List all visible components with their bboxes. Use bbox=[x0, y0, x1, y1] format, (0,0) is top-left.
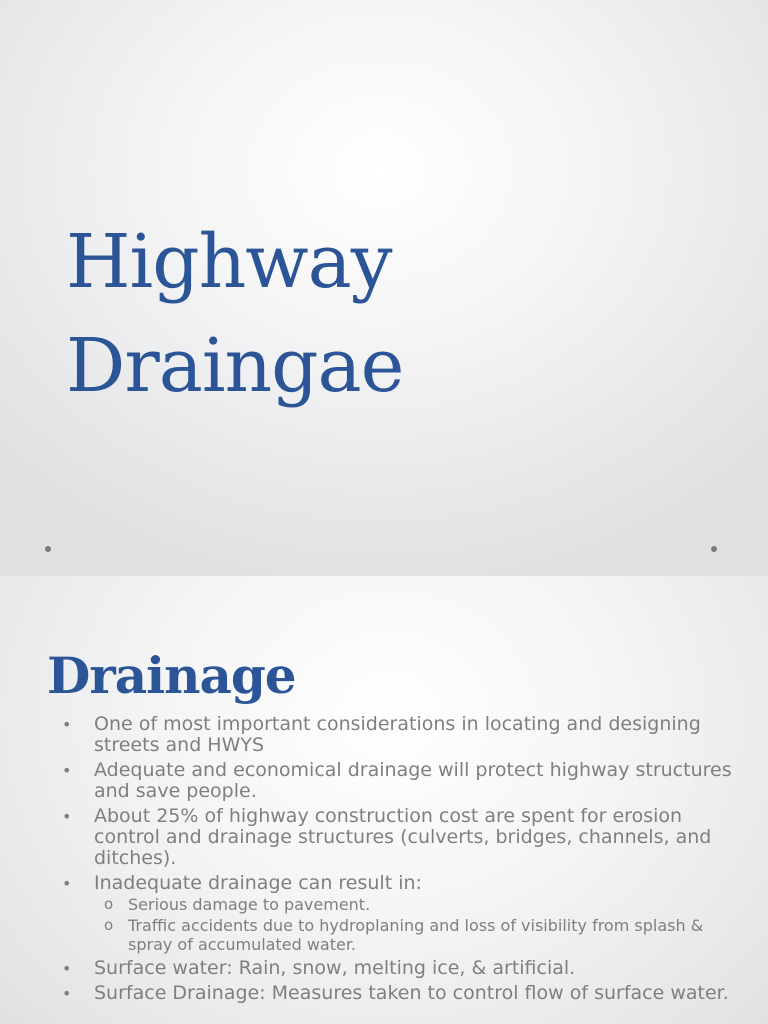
list-item bbox=[0, 958, 768, 979]
title-line-1: Highway bbox=[66, 219, 392, 305]
title-line-2: Draingae bbox=[66, 323, 404, 409]
list-item-text: Inadequate drainage can result in: bbox=[94, 872, 422, 894]
list-item bbox=[0, 760, 768, 802]
list-item bbox=[0, 983, 768, 1004]
list-item-text: Surface Drainage: Measures taken to control flow of surface water. bbox=[94, 982, 729, 1004]
bullet-icon: • bbox=[62, 807, 72, 826]
list-item bbox=[0, 806, 768, 869]
list-item-text: Adequate and economical drainage will protect highway structures and save people. bbox=[94, 759, 732, 802]
slide-title bbox=[66, 210, 403, 418]
list-item-text: One of most important considerations in locating and designing streets and HWYS bbox=[94, 713, 701, 756]
list-item-text: Surface water: Rain, snow, melting ice, & artificial. bbox=[94, 957, 576, 979]
sub-list-item bbox=[94, 916, 738, 954]
sub-list-item-text: Traffic accidents due to hydroplaning and loss of visibility from splash & spray of accumulated water. bbox=[128, 916, 704, 954]
sub-list-item bbox=[94, 895, 738, 914]
list-item bbox=[0, 873, 768, 954]
dot-icon bbox=[711, 546, 717, 552]
circle-bullet-icon: o bbox=[104, 895, 114, 913]
list-item bbox=[0, 714, 768, 756]
sub-list-item-text: Serious damage to pavement. bbox=[128, 895, 371, 914]
circle-bullet-icon: o bbox=[104, 916, 114, 934]
sub-bullet-list bbox=[94, 895, 738, 954]
section-title: Drainage bbox=[47, 646, 296, 705]
content-slide bbox=[0, 576, 768, 1024]
bullet-icon: • bbox=[62, 959, 72, 978]
list-item-text: About 25% of highway construction cost are spent for erosion control and drainage structures (culverts, bridges, channels, and ditches). bbox=[94, 805, 712, 869]
bullet-list bbox=[0, 714, 768, 1008]
bullet-icon: • bbox=[62, 761, 72, 780]
bullet-icon: • bbox=[62, 984, 72, 1003]
bullet-icon: • bbox=[62, 715, 72, 734]
bullet-icon: • bbox=[62, 874, 72, 893]
dot-icon bbox=[45, 546, 51, 552]
